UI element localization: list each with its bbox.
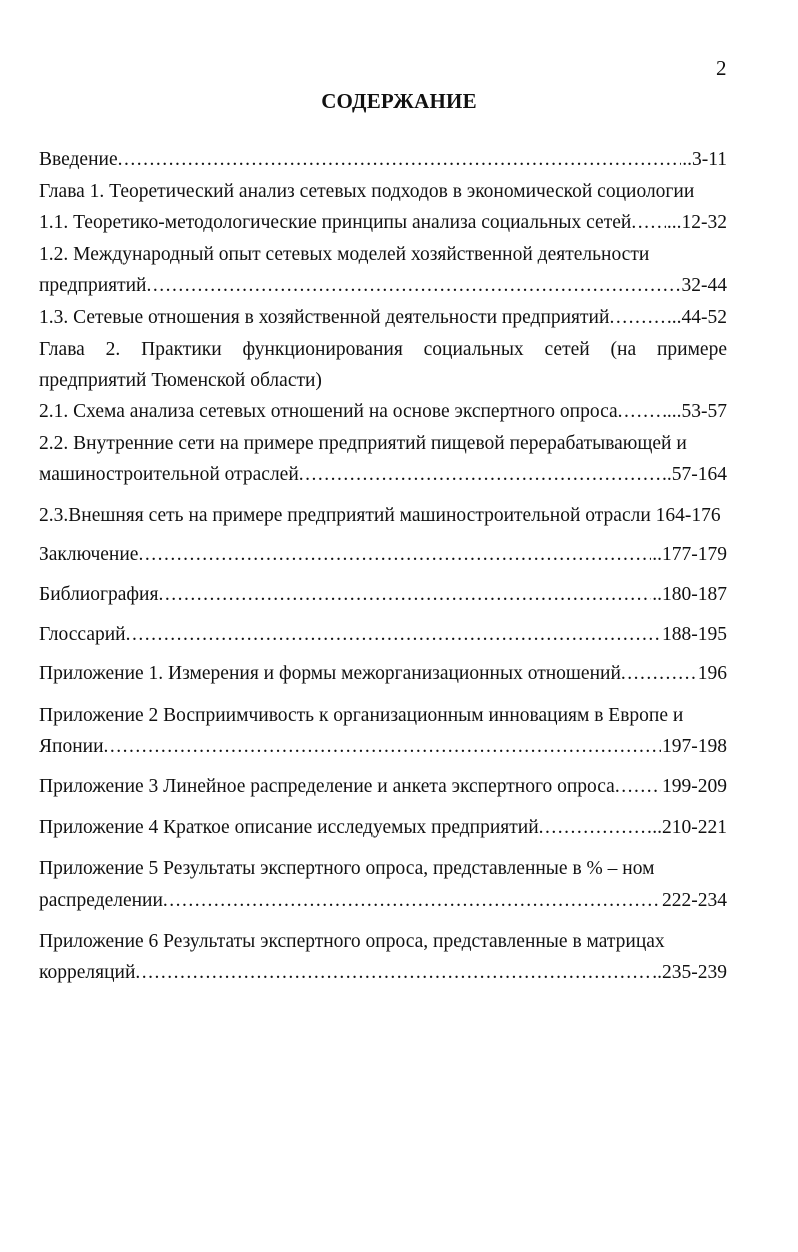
dot-leader — [631, 210, 666, 236]
dot-leader — [539, 815, 652, 841]
toc-entry-text: Приложение 2 Восприимчивость к организационным инновациям в Европе и — [39, 705, 684, 726]
toc-entry-bibliography — [39, 582, 727, 608]
toc-entry-page: ..57-164 — [662, 464, 727, 485]
toc-entry-text: предприятий — [39, 275, 147, 296]
dot-leader — [615, 774, 661, 800]
toc-entry-page: 199-209 — [662, 776, 727, 797]
toc-entry-page: ..3-11 — [682, 149, 727, 170]
toc-entry-text: Приложение 1. Измерения и формы межорганизационных отношений — [39, 663, 621, 684]
dot-leader — [618, 399, 666, 425]
toc-entry-text: корреляций — [39, 962, 136, 983]
toc-entry-text: машиностроительной отраслей — [39, 464, 299, 485]
toc-entry-text: 1.1. Теоретико-методологические принципы анализа социальных сетей — [39, 212, 632, 233]
toc-entry-page: ..177-179 — [652, 544, 727, 565]
dot-leader — [104, 734, 662, 760]
toc-entry-text: 2.1. Схема анализа сетевых отношений на основе экспертного опроса — [39, 401, 618, 422]
toc-entry-1-3 — [39, 305, 727, 331]
toc-entry-text: Библиография — [39, 584, 159, 605]
toc-entry-text: Приложение 5 Результаты экспертного опроса, представленные в % – ном — [39, 858, 655, 879]
toc-entry-page: 197-198 — [662, 736, 727, 757]
toc-entry-appendix-2-cont — [39, 734, 727, 760]
dot-leader — [135, 960, 651, 986]
dot-leader — [158, 582, 651, 608]
toc-entry-text: Введение — [39, 149, 118, 170]
toc-entry-page: ..210-221 — [652, 817, 727, 838]
toc-entry-text: 2.3.Внешняя сеть на примере предприятий машиностроительной отрасли 164-176 — [39, 505, 721, 526]
toc-entry-glossary — [39, 622, 727, 648]
toc-entry-chapter-1 — [39, 179, 727, 205]
toc-entry-page: ...12-32 — [666, 212, 727, 233]
dot-leader — [299, 462, 661, 488]
toc-entry-introduction — [39, 147, 727, 173]
dot-leader — [126, 622, 661, 648]
toc-entry-appendix-1 — [39, 661, 727, 687]
toc-entry-page: ..44-52 — [671, 307, 727, 328]
toc-entry-text: 2.2. Внутренние сети на примере предприятий пищевой перерабатывающей и — [39, 433, 687, 454]
toc-entry-text: предприятий Тюменской области) — [39, 370, 322, 391]
toc-entry-appendix-6 — [39, 929, 727, 955]
toc-entry-text: Приложение 6 Результаты экспертного опроса, представленные в матрицах — [39, 931, 665, 952]
toc-entry-page: 188-195 — [662, 624, 727, 645]
toc-entry-1-1 — [39, 210, 727, 236]
dot-leader — [147, 273, 681, 299]
toc-entry-page: ..180-187 — [652, 584, 727, 605]
toc-entry-1-2 — [39, 242, 727, 268]
toc-entry-text: Японии — [39, 736, 104, 757]
toc-entry-text: Глоссарий — [39, 624, 126, 645]
dot-leader — [609, 305, 670, 331]
toc-entry-2-2-cont — [39, 462, 727, 488]
toc-entry-chapter-2 — [39, 337, 727, 363]
toc-entry-2-1 — [39, 399, 727, 425]
page-number: 2 — [716, 56, 727, 80]
toc-entry-text: 1.2. Международный опыт сетевых моделей хозяйственной деятельности — [39, 244, 650, 265]
toc-entry-page: 196 — [697, 663, 727, 684]
dot-leader — [138, 542, 651, 568]
dot-leader — [118, 147, 682, 173]
dot-leader — [163, 888, 661, 914]
toc-entry-text: распределении — [39, 890, 163, 911]
toc-entry-conclusion — [39, 542, 727, 568]
toc-entry-page: ..235-239 — [652, 962, 727, 983]
toc-entry-text: Глава 2. Практики функционирования социальных сетей (на примере — [39, 339, 727, 360]
toc-entry-page: 222-234 — [662, 890, 727, 911]
dot-leader — [621, 661, 697, 687]
toc-entry-appendix-5 — [39, 856, 727, 882]
toc-entry-text: Заключение — [39, 544, 139, 565]
page-title: СОДЕРЖАНИЕ — [321, 89, 477, 113]
toc-entry-2-3 — [39, 503, 727, 529]
toc-entry-2-2 — [39, 431, 727, 457]
toc-entry-page: 32-44 — [681, 275, 727, 296]
toc-entry-appendix-2 — [39, 703, 727, 729]
toc-entry-chapter-2-cont — [39, 368, 727, 394]
toc-entry-appendix-4 — [39, 815, 727, 841]
toc-entry-text: 1.3. Сетевые отношения в хозяйственной деятельности предприятий — [39, 307, 610, 328]
toc-entry-appendix-3 — [39, 774, 727, 800]
toc-entry-appendix-5-cont — [39, 888, 727, 914]
toc-entry-text: Приложение 4 Краткое описание исследуемых предприятий — [39, 817, 539, 838]
toc-entry-text: Глава 1. Теоретический анализ сетевых подходов в экономической социологии — [39, 181, 695, 202]
toc-entry-appendix-6-cont — [39, 960, 727, 986]
toc-entry-text: Приложение 3 Линейное распределение и анкета экспертного опроса — [39, 776, 615, 797]
toc-entry-1-2-cont — [39, 273, 727, 299]
toc-entry-page: ...53-57 — [666, 401, 727, 422]
